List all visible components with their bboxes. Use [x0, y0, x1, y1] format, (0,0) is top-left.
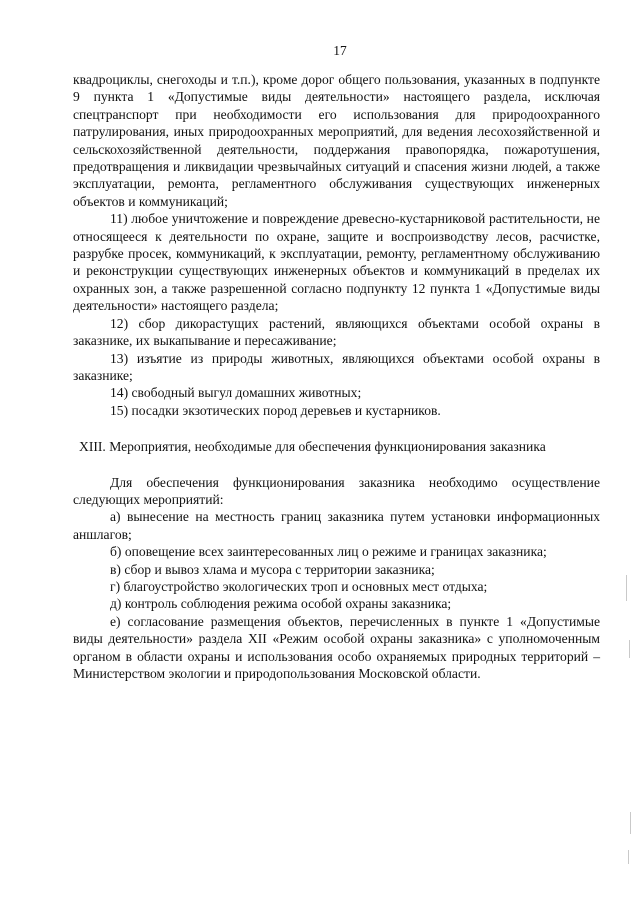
list-item: 15) посадки экзотических пород деревьев и кустарников.: [110, 402, 441, 418]
scan-artifact: [626, 575, 627, 601]
list-item: 13) изъятие из природы животных, являющихся объектами особой охраны в заказнике;: [73, 350, 600, 383]
list-item: 14) свободный выгул домашних животных;: [110, 385, 362, 401]
scan-artifact: [630, 812, 631, 834]
measure-item: б) оповещение всех заинтересованных лиц о режиме и границах заказника;: [110, 544, 547, 560]
measure-item: а) вынесение на местность границ заказника путем установки информационных аншлагов;: [73, 509, 600, 542]
document-body: [73, 71, 600, 682]
scan-artifact: [629, 640, 630, 658]
list-item: 12) сбор дикорастущих растений, являющихся объектами особой охраны в заказнике, их выкапывание и пересаживание;: [73, 315, 600, 349]
scan-artifact: [628, 850, 629, 864]
measure-item: е) согласование размещения объектов, перечисленных в пункте 1 «Допустимые виды деятельности» раздела XII «Режим особой охраны заказника» с уполномоченным органом в области охраны и использования особо охраняемых природных территорий – Министерством экологии и природопользования Московской области.: [73, 613, 600, 681]
intro-paragraph: Для обеспечения функционирования заказника необходимо осуществление следующих мероприятий:: [73, 474, 600, 507]
measure-item: д) контроль соблюдения режима особой охраны заказника;: [110, 596, 452, 612]
measure-item: г) благоустройство экологических троп и основных мест отдыха;: [110, 578, 488, 594]
measure-item: в) сбор и вывоз хлама и мусора с территории заказника;: [110, 561, 435, 577]
page-number: 17: [333, 43, 347, 58]
section-heading: XIII. Мероприятия, необходимые для обеспечения функционирования заказника: [79, 439, 546, 455]
list-item: 11) любое уничтожение и повреждение древесно-кустарниковой растительности, не относящееся к деятельности по охране, защите и воспроизводству лесов, расчистке, разрубке просек, коммуникаций, к эксплуатации, ремонту, регламентному обслуживанию и реконструкции существующих инженерных объектов и коммуникаций в пределах их охранных зон, а также разрешенной согласно подпункту 12 пункта 1 «Допустимые виды деятельности» настоящего раздела;: [73, 211, 600, 314]
paragraph-continuation: квадроциклы, снегоходы и т.п.), кроме дорог общего пользования, указанных в подпункте 9 пункта 1 «Допустимые виды деятельности» настоящего раздела, исключая спецтранспорт при необходимости его использования для природоохранного патрулирования, иных природоохранных мероприятий, для ведения лесохозяйственной и сельскохозяйственной деятельности, поддержания правопорядка, пожаротушения, предотвращения и ликвидации чрезвычайных ситуаций и спасения жизни людей, а также эксплуатации, ремонта, регламентного обслуживания существующих инженерных объектов и коммуникаций;: [73, 72, 600, 209]
